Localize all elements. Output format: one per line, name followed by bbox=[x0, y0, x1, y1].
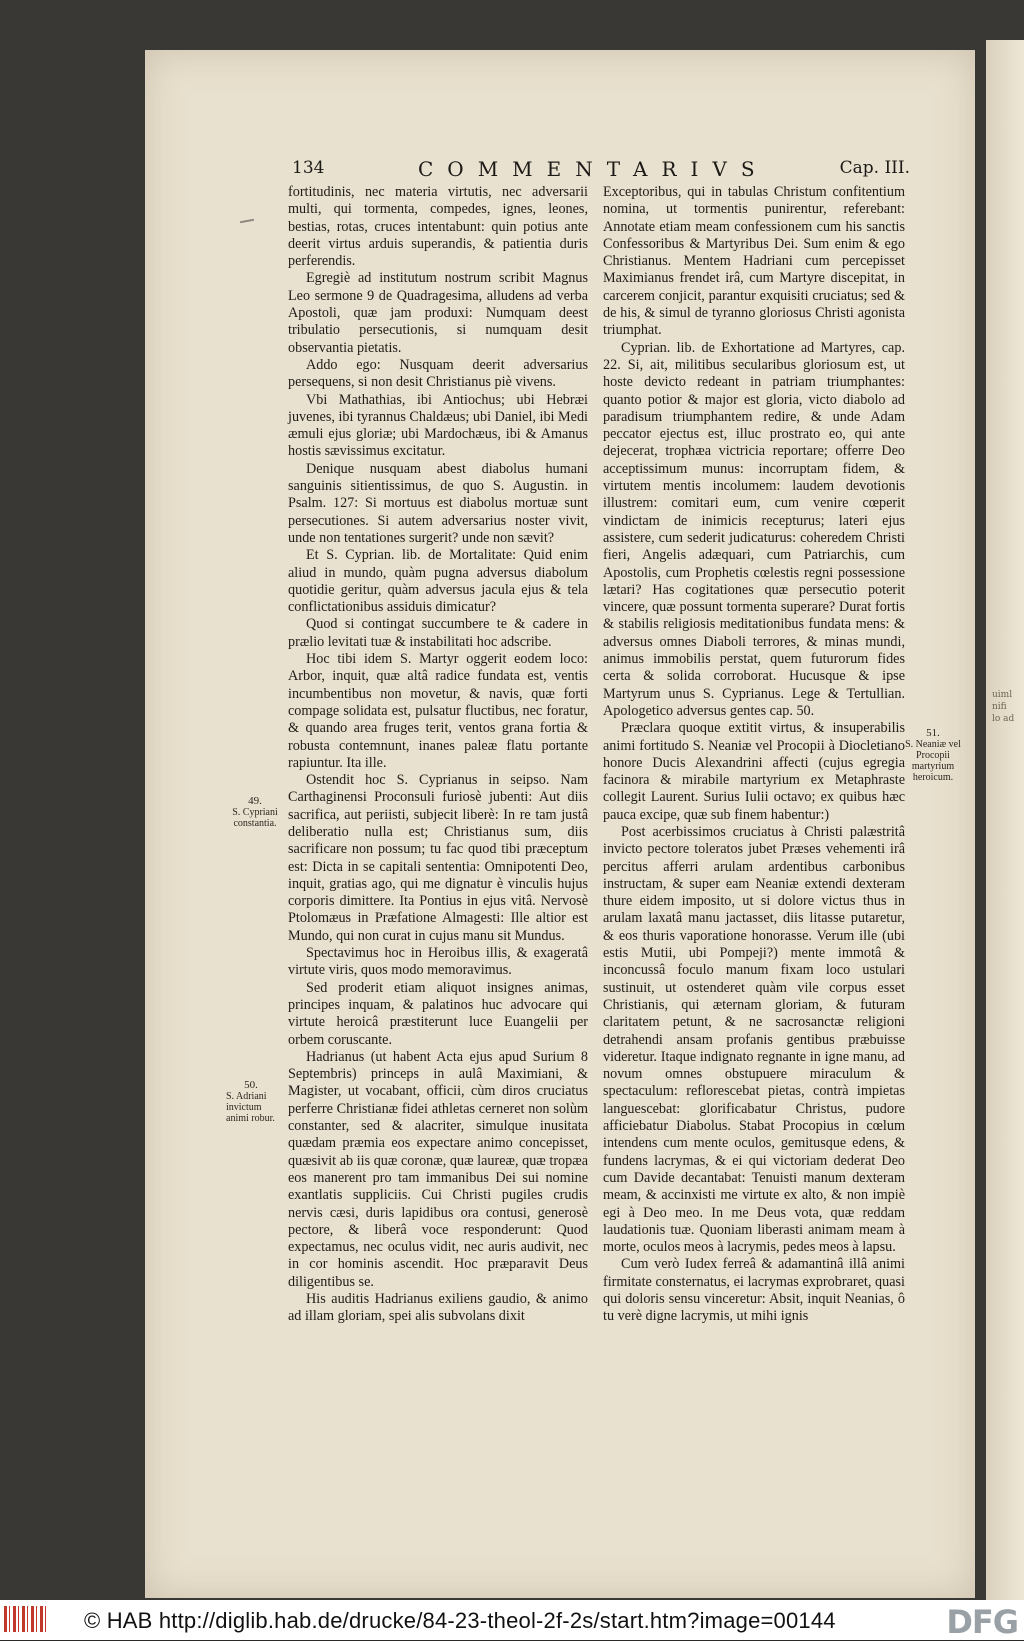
margin-note-number: 50. bbox=[244, 1079, 258, 1091]
paragraph: Cum verò Iudex ferreâ & adamantinâ illâ animi firmitate consternatus, ei lacrymas exprobraret, quasi qui doloris sensu vinceretur: Absit, inquit Neanias, ô tu verè digne lacrymis, ut mihi ignis bbox=[603, 1256, 905, 1325]
paragraph: Hadrianus (ut habent Acta ejus apud Surium 8 Septembris) princeps in aulâ Maximiani, & Magister, ut vocabant, officii, cùm diros cruciatus perferre Christianæ fidei athletas cerneret non solùm constanter, sed & alacriter, simulque inusitata quædam præmia eos expectare animo concepisset, quæsivit ab iis quæ coronæ, quæ laureæ, quæ tropæa eos manerent pro tam immanibus Dei sui nomine exantlatis suppliciis. Cui Christi pugiles crudis nervis cæsi, duris lapidibus ora contusi, generosè pectore, & liberâ voce responderunt: Quod expectamus, nec oculus vidit, nec auris audivit, nec in cor hominis ascendit. Hoc præparavit Deus diligentibus se. bbox=[288, 1048, 588, 1290]
paragraph: fortitudinis, nec materia virtutis, nec adversarii multi, qui tormenta, compedes, ignes, leones, bestias, rotas, cruces intentabunt: quin potius ante deerit virtus arduis superandis, & patientia duris perferendis. bbox=[288, 184, 588, 270]
paragraph: Spectavimus hoc in Heroibus illis, & exageratâ virtute viris, quos modo memoravimus. bbox=[288, 945, 588, 979]
paragraph: Addo ego: Nusquam deerit adversarius persequens, si non desit Christianus piè vivens. bbox=[288, 356, 588, 391]
paragraph: Denique nusquam abest diabolus humani sanguinis sitientissimus, de quo S. Augustin. in Psalm. 127: Si mortuus est diabolus mortuæ sunt persecutiones. Si autem adversarius noster vivit, unde non tentationes surgerit? unde non sævit? bbox=[288, 460, 588, 546]
margin-note-51 bbox=[905, 728, 961, 783]
page-number: 134 bbox=[292, 158, 325, 178]
edge-text-line: uiml bbox=[992, 690, 1013, 700]
margin-note-number: 51. bbox=[926, 727, 940, 739]
margin-note-text: S. Neaniæ vel Procopii martyrium heroicum. bbox=[905, 739, 961, 783]
right-text-column bbox=[603, 184, 905, 1326]
running-title: COMMENTARIVS bbox=[418, 157, 769, 181]
paragraph: Præclara quoque extitit virtus, & insuperabilis animi fortitudo S. Neaniæ vel Procopii à Diocletiano honore Ducis Alexandrini affecti (cujus egregia facinora & mirabile martyrium ex Metaphraste collegit Laurent. Surius Iulii octavo; ex quibus hæc pauca excipe, quæ sub finem habentur:) bbox=[603, 720, 905, 823]
margin-note-text: S. Cypriani constantia. bbox=[232, 807, 278, 829]
paragraph: Sed proderit etiam aliquot insignes animas, principes inquam, & palatinos huc advocare qui virtute heroicâ præstiterunt luce Euangelii per orbem coruscante. bbox=[288, 979, 588, 1048]
paragraph: Et S. Cyprian. lib. de Mortalitate: Quid enim aliud in mundo, quàm pugna adversus diabolum quotidie geritur, quàm adversus jacula ejus & tela conflictationibus assiduis dimicatur? bbox=[288, 547, 588, 616]
paragraph: Quod si contingat succumbere te & cadere in prælio levitati tuæ & instabilitati hoc adscribe. bbox=[288, 616, 588, 650]
left-text-column bbox=[288, 184, 588, 1326]
paragraph: His auditis Hadrianus exiliens gaudio, & animo ad illam gloriam, spei alis subvolans dixit bbox=[288, 1291, 588, 1325]
chapter-label: Cap. III. bbox=[839, 158, 910, 178]
paragraph: Egregiè ad institutum nostrum scribit Magnus Leo sermone 9 de Quadragesima, alludens ad verba Apostoli, quæ jam produxi: Numquam deest tribulatio persecutionis, si numquam desit observantia pietatis. bbox=[288, 270, 588, 356]
dfg-logo: DFG bbox=[946, 1603, 1018, 1641]
paragraph: Exceptoribus, qui in tabulas Christum confitentium nomina, ut tormentis punirentur, referebant: Annotate etiam meam confessionem cum his sanctis Confessoribus & Martyribus Dei. Sum enim & ego Christianus. Mentem Hadriani cum percepisset Maximianus frendet irâ, cum Martyre discepitat, in carcerem conjicit, parantur exquisiti cruciatus; sed & de his, & simul de tyranno gloriosus Christi agonista triumphat. bbox=[603, 184, 905, 339]
running-header bbox=[286, 158, 910, 182]
barcode-icon bbox=[4, 1606, 46, 1632]
viewer-footer bbox=[0, 1600, 1024, 1640]
paragraph: Ostendit hoc S. Cyprianus in seipso. Nam Carthaginensi Proconsuli furiosè jubenti: Aut diis sacrifica, aut periisti, subjecit liberè: In re tam justâ deliberatio nulla est; Christianus sum, diis sacrificare non possum; tu fac quod tibi præceptum est: Dicta in se capitali sententia: Omnipotenti Deo, inquit, gratias ago, qui me dignatur è vinculis hujus corporis dimittere. Ita Pontius in ejus vitâ. Nervosè Ptolomæus in Præfatione Almagesti: Ille altior est Mundo, qui non curat in cujus manu sit Mundus. bbox=[288, 772, 588, 944]
margin-note-number: 49. bbox=[248, 795, 262, 807]
next-page-edge bbox=[986, 40, 1024, 1600]
edge-text-line: lo ad bbox=[992, 714, 1015, 724]
margin-note-text: S. Adriani invictum animi robur. bbox=[226, 1091, 275, 1124]
margin-note-49 bbox=[226, 796, 284, 829]
paragraph: Post acerbissimos cruciatus à Christi palæstritâ invicto pectore toleratos jubet Præses vehementi irâ percitus afferri arulam ardentibus carbonibus instructam, & super eam Neaniæ extendi dexteram thure eidem imposito, ut si dolore victus thus in arulam laxatâ manu jactasset, diis litasse putaretur, & eos thuris vaporatione honorasse. Verum ille (ubi estis Mutii, ubi Pompeji?) mente immotâ & inconcussâ foculo manum fixam loco ustulari sustinuit, ut ostenderet quàm vile corpus esset Christianis, qui æternam gloriam, & futuram claritatem petunt, & ne sacrosanctæ religioni detrahendi ansam profanis gentibus præbuisse videretur. Itaque indignato regnante in igne manu, ad novum omnes obstupuere miraculum & spectaculum: reflorescebat pietas, contrà impietas languescebat: glorificabatur Christus, pudore afficiebatur Diabolus. Stabat Procopius in cœlum intendens cum mente oculos, gemitusque edens, & fundens lacrymas, & ei qui victoriam dederat Deo cum Davide decantabat: Tenuisti manum dexteram meam, & accinxisti me virtute ex alto, & non impiè egi à Deo meo. In me Deus vota, quæ reddam laudationis tuæ. Quoniam liberasti animam meam à morte, oculos meos à lacrymis, pedes meos à lapsu. bbox=[603, 823, 905, 1256]
paragraph: Vbi Mathathias, ibi Antiochus; ubi Hebræi juvenes, ibi tyrannus Chaldæus; ubi Daniel, ibi Medi æmuli ejus gloriæ; ubi Mardochæus, ibi & Amanus hostis sævissimus excitatur. bbox=[288, 391, 588, 460]
paragraph: Hoc tibi idem S. Martyr oggerit eodem loco: Arbor, inquit, quæ altâ radice fundata est, ventis incumbentibus non movetur, & navis, quæ forti compage solidata est, pulsatur fluctibus, nec foratur, & quando area fruges terit, ventos grana fortia & robusta contemnunt, inanes paleæ flatu portante rapiuntur. Ita ille. bbox=[288, 651, 588, 771]
margin-note-50 bbox=[226, 1080, 276, 1124]
edge-text-line: nifi bbox=[992, 702, 1007, 712]
copyright-link[interactable]: © HAB http://diglib.hab.de/drucke/84-23-theol-2f-2s/start.htm?image=00144 bbox=[84, 1608, 836, 1633]
paragraph: Cyprian. lib. de Exhortatione ad Martyres, cap. 22. Si, ait, militibus secularibus gloriosum est, ut hoste devicto redeant in patriam triumphantes: quanto potior & major est gloria, victo diabolo ad paradisum triumphantem redire, & unde Adam peccator ejectus est, illuc prostrato eo, qui ante dejecerat, trophæa victricia reportare; offerre Deo acceptissimum munus: incorruptam fidem, & virtutem mentis incolumem: laudem devotionis illustrem: comitari eum, cum venire cœperit vindictam de inimicis recepturus; lateri ejus assistere, cum sederit judicaturus: coheredem Christi fieri, Angelis adæquari, cum Patriarchis, cum Apostolis, cum Prophetis cœlestis regni possessione lætari? Has cogitationes quæ persecutio poterit vincere, quæ possunt tormenta superare? Durat fortis & stabilis religiosis meditationibus fundata mens: & adversus omnes Diaboli terrores, & minas mundi, animus immobilis perstat, quem futurorum fides certa & solida corroborat. Hucusque & ipse Martyrum unus S. Cyprianus. Lege & Tertullian. Apologetico adversus gentes cap. 50. bbox=[603, 339, 905, 719]
